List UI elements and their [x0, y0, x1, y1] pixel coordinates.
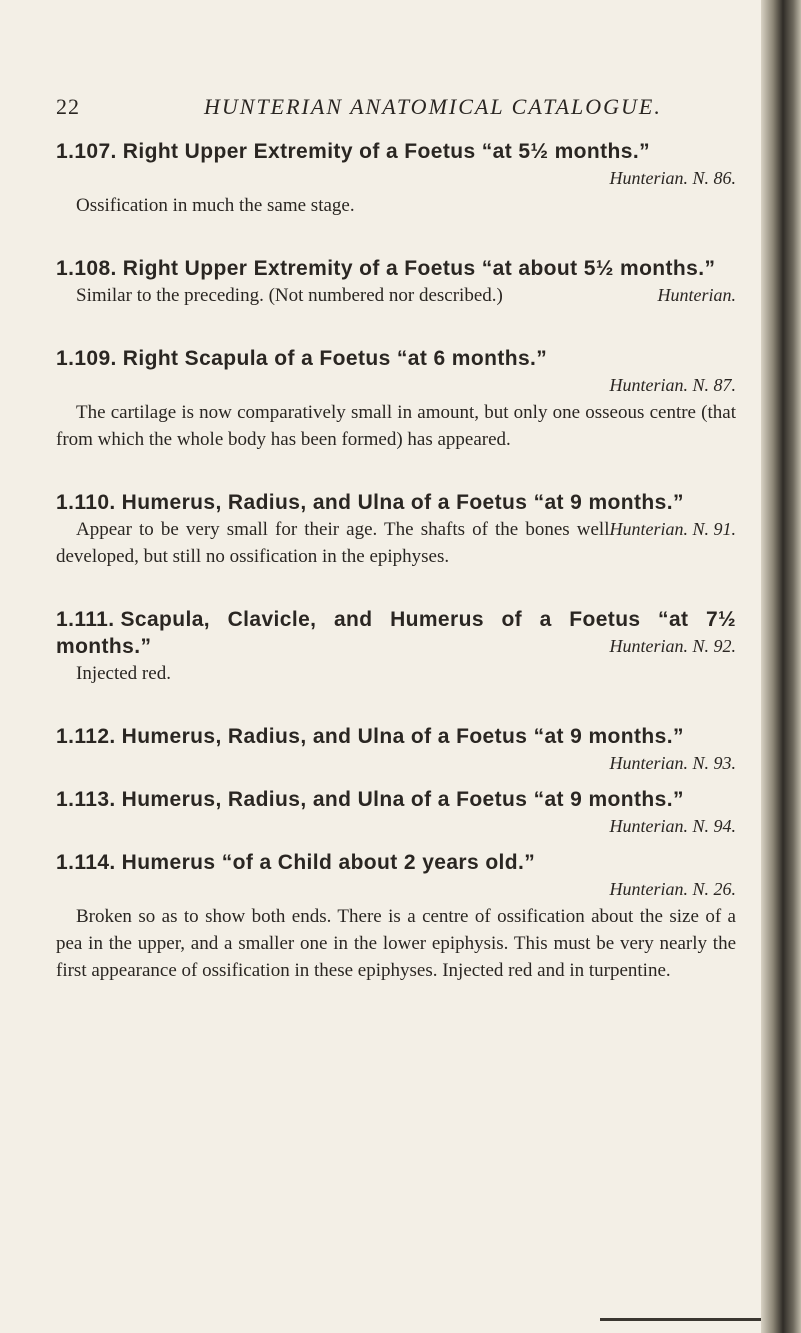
entry-title: Right Upper Extremity of a Foetus “at about 5½ months.” — [122, 257, 716, 280]
entry-heading — [56, 345, 736, 372]
entry-source: Hunterian. N. 86. — [609, 168, 736, 188]
entry-description: Broken so as to show both ends. There is a centre of ossification about the size of a pea in the upper, and a smaller one in the lower epiphysis. This must be very nearly the first appearance of ossification in these epiphyses. Injected red and in turpentine. — [56, 906, 736, 981]
entry-description: Injected red. — [76, 663, 171, 684]
entry-title: Humerus, Radius, and Ulna of a Foetus “at 9 months.” — [121, 788, 684, 811]
entry-number: 1.111. — [56, 608, 115, 631]
entry-source: Hunterian. N. 93. — [609, 753, 736, 773]
entry-title: Humerus, Radius, and Ulna of a Foetus “at 9 months.” — [121, 725, 684, 748]
entry-title: Humerus “of a Child about 2 years old.” — [121, 851, 536, 874]
entry-number: 1.110. — [56, 491, 116, 514]
running-title: HUNTERIAN ANATOMICAL CATALOGUE. — [204, 94, 662, 119]
entry-source: Hunterian. N. 94. — [609, 816, 736, 836]
entry-number: 1.109. — [56, 347, 117, 370]
catalogue-entry — [56, 849, 736, 984]
entry-heading — [56, 489, 736, 539]
catalogue-entry — [56, 138, 736, 219]
entry-source: Hunterian. N. 87. — [609, 375, 736, 395]
entry-description: Appear to be very small for their age. The shafts of the bones well developed, but still no ossification in the epiphyses. — [56, 519, 610, 567]
page-edge-shadow — [761, 0, 801, 1333]
entry-description: The cartilage is now comparatively small in amount, but only one osseous centre (that from which the whole body has been formed) has appeared. — [56, 402, 736, 450]
entry-title: Scapula, Clavicle, and Humerus of a Foetus “at 7½ months.” — [56, 608, 736, 658]
entry-source: Hunterian. N. 92. — [609, 636, 736, 656]
entry-heading — [56, 786, 736, 836]
catalogue-entry — [56, 255, 736, 309]
catalogue-entry — [56, 489, 736, 570]
entry-heading — [56, 606, 736, 660]
entry-source: Hunterian. N. 26. — [609, 879, 736, 899]
page-number: 22 — [56, 94, 80, 119]
catalogue-entry — [56, 606, 736, 687]
entry-title: Right Upper Extremity of a Foetus “at 5½ months.” — [122, 140, 650, 163]
entry-source: Hunterian. — [657, 285, 736, 305]
entry-number: 1.113. — [56, 788, 116, 811]
entry-heading — [56, 849, 736, 876]
entry-title: Right Scapula of a Foetus “at 6 months.” — [122, 347, 548, 370]
entry-number: 1.108. — [56, 257, 117, 280]
entry-description: Similar to the preceding. (Not numbered nor described.) — [76, 285, 503, 306]
bottom-rule — [600, 1318, 761, 1321]
entry-number: 1.107. — [56, 140, 117, 163]
entry-title: Humerus, Radius, and Ulna of a Foetus “at 9 months.” — [121, 491, 684, 514]
entry-description: Ossification in much the same stage. — [76, 195, 355, 216]
entry-heading — [56, 723, 736, 773]
catalogue-entry — [56, 786, 736, 836]
entry-source: Hunterian. N. 91. — [609, 519, 736, 539]
catalogue-entries — [56, 138, 736, 1020]
page-header — [56, 94, 756, 124]
entry-number: 1.112. — [56, 725, 116, 748]
entry-heading — [56, 138, 736, 165]
catalogue-entry — [56, 345, 736, 453]
entry-number: 1.114. — [56, 851, 116, 874]
catalogue-entry — [56, 723, 736, 773]
